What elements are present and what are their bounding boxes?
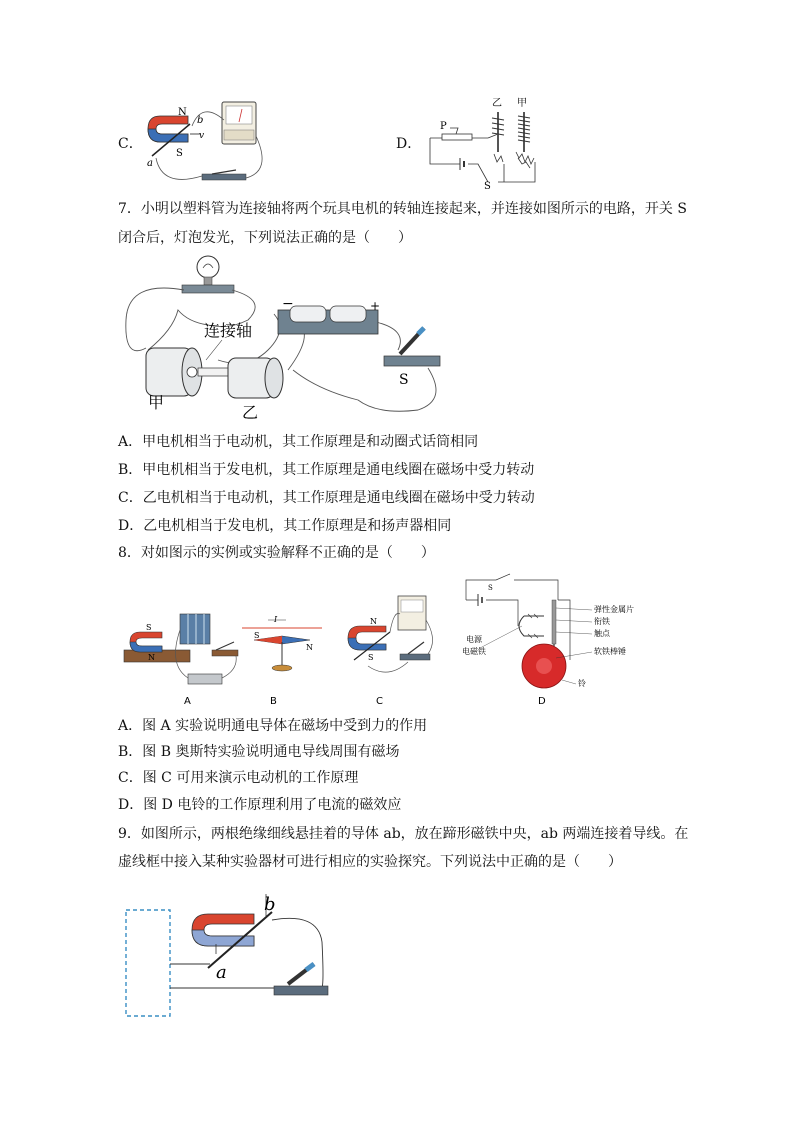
q8-option-d[interactable]: D．图 D 电铃的工作原理利用了电流的磁效应 xyxy=(118,797,402,813)
label-plus: + xyxy=(370,299,381,313)
svg-text:弹性金属片: 弹性金属片 xyxy=(594,605,634,614)
svg-text:电源: 电源 xyxy=(466,635,482,644)
switch-base xyxy=(274,986,328,995)
svg-text:触点: 触点 xyxy=(594,629,610,638)
label-b: b xyxy=(264,894,276,915)
q8-stem: 8．对如图示的实例或实验解释不正确的是（ ） xyxy=(118,545,435,561)
caption-c: C xyxy=(376,696,383,707)
label-jia: 甲 xyxy=(517,98,527,109)
q8-fig-a xyxy=(124,614,238,707)
bulb-icon xyxy=(197,256,219,278)
label-s-switch: S xyxy=(484,181,491,189)
option-c-label: C． xyxy=(118,136,143,152)
label-b: b xyxy=(197,115,204,126)
label-a: a xyxy=(216,962,227,983)
rheostat xyxy=(442,134,472,140)
svg-text:I: I xyxy=(274,615,278,624)
label-jia: 甲 xyxy=(148,393,165,412)
svg-text:S: S xyxy=(368,653,374,662)
q6-figure-c xyxy=(142,96,282,191)
q9-stem-line1: 9．如图所示，两根绝缘细线悬挂着的导体 ab，放在蹄形磁铁中央，ab 两端连接着导线。在 xyxy=(118,826,689,842)
q7-option-b[interactable]: B．甲电机相当于发电机，其工作原理是通电线圈在磁场中受力转动 xyxy=(118,462,535,478)
svg-text:S: S xyxy=(254,631,260,640)
label-s: S xyxy=(176,148,183,159)
q8-option-b[interactable]: B．图 B 奥斯特实验说明通电导线周围有磁场 xyxy=(118,744,400,760)
battery-2 xyxy=(330,306,366,322)
caption-d: D xyxy=(538,696,546,707)
label-n: N xyxy=(178,107,187,118)
q7-figure xyxy=(118,250,453,420)
label-axle: 连接轴 xyxy=(204,321,253,340)
svg-text:软铁棒锤: 软铁棒锤 xyxy=(594,647,626,656)
switch-base xyxy=(202,174,246,180)
switch-base xyxy=(384,356,440,366)
svg-text:N: N xyxy=(370,617,377,626)
dashed-box xyxy=(126,910,170,1016)
caption-a: A xyxy=(184,696,191,707)
q7-option-a[interactable]: A．甲电机相当于电动机，其工作原理是和动圈式话筒相同 xyxy=(118,434,479,450)
q8-figure xyxy=(118,570,678,710)
label-s: S xyxy=(399,372,409,388)
label-minus: − xyxy=(282,296,294,312)
magnet-south-half xyxy=(192,930,254,946)
bulb-base xyxy=(182,285,234,293)
svg-text:铃: 铃 xyxy=(578,679,586,688)
q7-stem-line1: 7．小明以塑料管为连接轴将两个玩具电机的转轴连接起来，并连接如图所示的电路，开关 S xyxy=(118,201,687,217)
label-yi: 乙 xyxy=(492,98,502,109)
battery-pack xyxy=(180,614,210,644)
q6-figure-d xyxy=(420,94,545,189)
label-v: v xyxy=(199,131,205,141)
q8-fig-b xyxy=(242,615,322,707)
svg-text:N: N xyxy=(306,643,313,652)
battery-1 xyxy=(290,306,326,322)
q7-option-d[interactable]: D．乙电机相当于发电机，其工作原理是和扬声器相同 xyxy=(118,518,452,534)
caption-b: B xyxy=(270,696,277,707)
q9-stem-line2: 虚线框中接入某种实验器材可进行相应的实验探究。下列说法中正确的是（ ） xyxy=(118,854,622,870)
q8-option-a[interactable]: A．图 A 实验说明通电导体在磁场中受到力的作用 xyxy=(118,718,428,734)
svg-text:衔铁: 衔铁 xyxy=(594,617,610,626)
q7-option-c[interactable]: C．乙电机相当于电动机，其工作原理是通电线圈在磁场中受力转动 xyxy=(118,490,535,506)
label-a: a xyxy=(147,158,153,169)
label-yi: 乙 xyxy=(242,403,259,420)
q9-figure xyxy=(118,892,338,1022)
q8-fig-c xyxy=(348,596,433,707)
q8-fig-d xyxy=(462,574,634,707)
svg-text:电磁铁: 电磁铁 xyxy=(462,647,486,656)
q8-option-c[interactable]: C．图 C 可用来演示电动机的工作原理 xyxy=(118,770,359,786)
option-d-label: D． xyxy=(396,136,422,152)
svg-text:S: S xyxy=(146,623,152,632)
label-p: P xyxy=(440,121,447,132)
q7-stem-line2: 闭合后，灯泡发光，下列说法正确的是（ ） xyxy=(118,230,412,246)
svg-text:N: N xyxy=(148,653,155,662)
svg-text:S: S xyxy=(488,584,493,592)
